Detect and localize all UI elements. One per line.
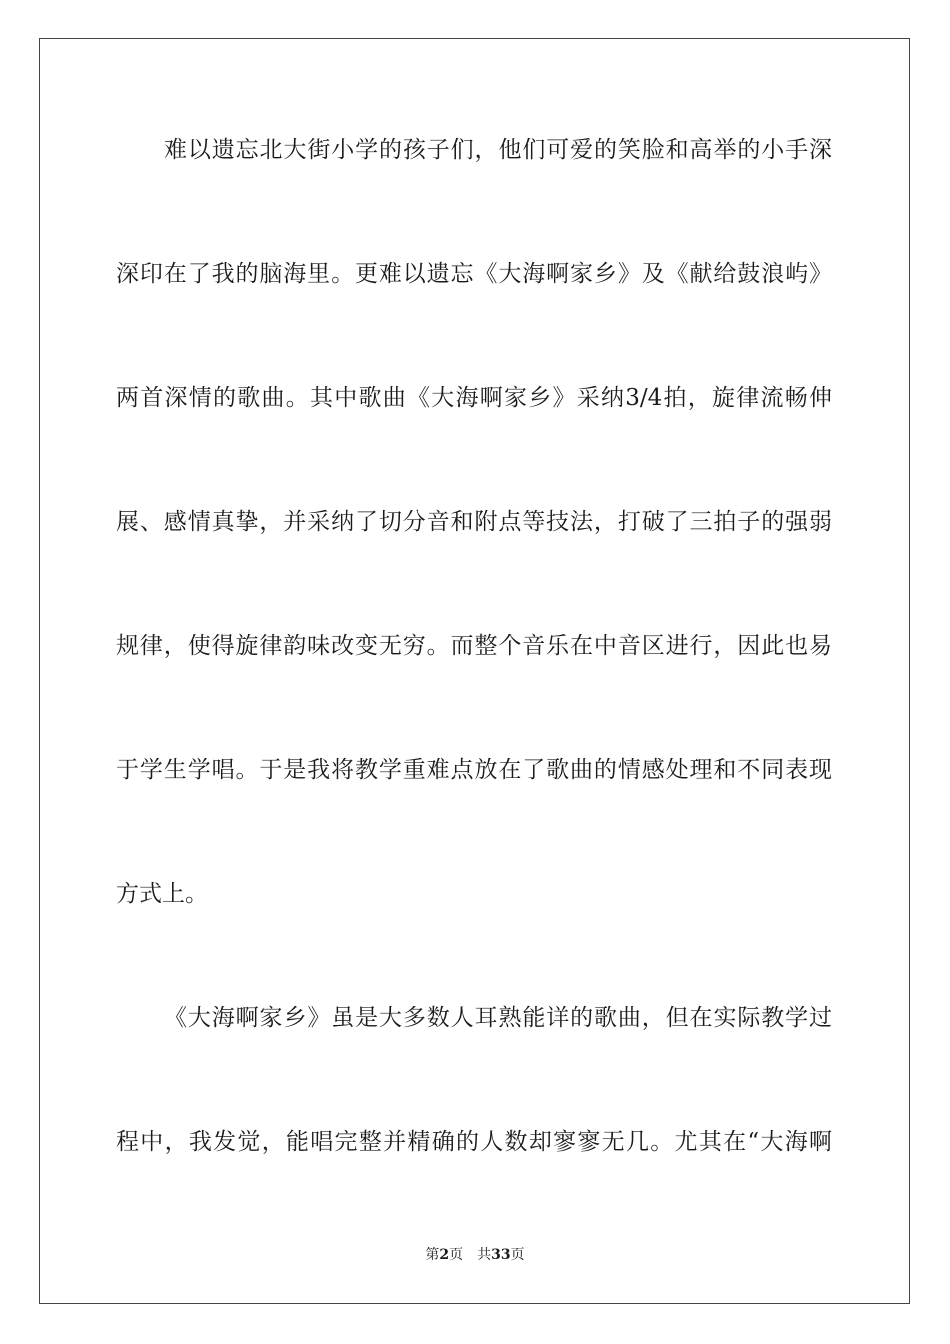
page-border xyxy=(39,38,910,1304)
footer-page-suffix: 页 xyxy=(449,1247,464,1263)
paragraph-1-line-1: 难以遗忘北大街小学的孩子们，他们可爱的笑脸和高举的小手深 xyxy=(164,137,832,163)
paragraph-1-line-3: 两首深情的歌曲。其中歌曲《大海啊家乡》采纳3/4拍，旋律流畅伸 xyxy=(116,385,832,411)
footer-page-prefix: 第 xyxy=(425,1247,440,1263)
paragraph-2-line-1: 《大海啊家乡》虽是大多数人耳熟能详的歌曲，但在实际教学过 xyxy=(164,1005,832,1031)
footer-total-suffix: 页 xyxy=(510,1247,525,1263)
footer-total-pages: 33 xyxy=(491,1247,511,1263)
paragraph-1-line-2: 深印在了我的脑海里。更难以遗忘《大海啊家乡》及《献给鼓浪屿》 xyxy=(116,261,832,287)
paragraph-1-line-7: 方式上。 xyxy=(116,881,208,907)
footer-total-prefix: 共 xyxy=(477,1247,492,1263)
paragraph-2-line-2: 程中，我发觉，能唱完整并精确的人数却寥寥无几。尤其在“大海啊 xyxy=(116,1129,832,1155)
footer-page-number: 2 xyxy=(439,1247,450,1263)
paragraph-1-line-6: 于学生学唱。于是我将教学重难点放在了歌曲的情感处理和不同表现 xyxy=(116,757,832,783)
paragraph-1-line-5: 规律，使得旋律韵味改变无穷。而整个音乐在中音区进行，因此也易 xyxy=(116,633,832,659)
paragraph-1-line-4: 展、感情真挚，并采纳了切分音和附点等技法，打破了三拍子的强弱 xyxy=(116,509,832,535)
page-footer xyxy=(0,1246,950,1264)
